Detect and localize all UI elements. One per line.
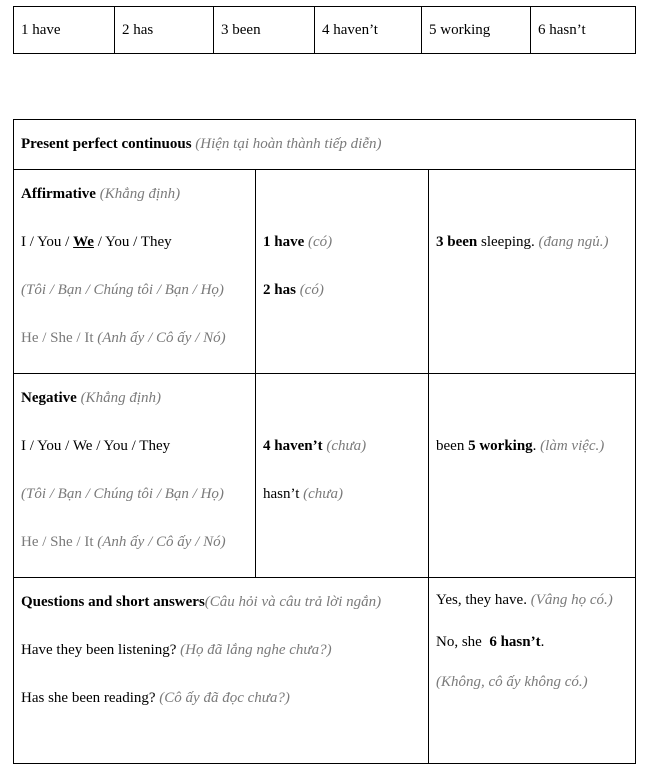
answer-yes: [436, 588, 628, 612]
negative-verb-pre: been: [436, 438, 469, 454]
negative-he-she-it: He / She / It: [21, 534, 94, 550]
grammar-title-cell: [14, 120, 636, 170]
negative-heading: Negative: [21, 390, 77, 406]
questions-heading: Questions and short answers: [21, 594, 205, 610]
negative-aux1-line: [263, 422, 421, 470]
questions-heading-line: [21, 578, 421, 626]
answer-key-row: [14, 7, 636, 54]
questions-heading-vi: (Câu hỏi và câu trả lời ngắn): [204, 594, 382, 610]
affirmative-aux-cell: [256, 170, 429, 374]
negative-aux2-line: [263, 470, 421, 518]
negative-row: [14, 374, 636, 578]
question-1-line: [21, 626, 421, 674]
question-1: Have they been listening?: [21, 642, 177, 658]
answer-no-pre: No, she: [436, 634, 490, 650]
question-2: Has she been reading?: [21, 690, 156, 706]
question-2-line: [21, 674, 421, 722]
grammar-title: Present perfect continuous: [21, 136, 192, 152]
negative-he-she-it-vi: (Anh ấy / Cô ấy / Nó): [97, 534, 226, 550]
affirmative-subjects-part1: I / You /: [21, 234, 74, 250]
affirmative-aux2-vi: (có): [299, 282, 324, 298]
affirmative-subjects-part2: / You / They: [93, 234, 172, 250]
question-1-vi: (Họ đã lắng nghe chưa?): [180, 642, 332, 658]
affirmative-subjects-line: [21, 218, 248, 266]
negative-subjects-vi: (Tôi / Bạn / Chúng tôi / Bạn / Họ): [21, 486, 224, 502]
question-2-vi: (Cô ấy đã đọc chưa?): [159, 690, 290, 706]
affirmative-verb-bold: 3 been: [436, 234, 478, 250]
answer-yes-text: Yes, they have.: [436, 592, 527, 608]
negative-verb-cell: [429, 374, 636, 578]
affirmative-subject-we: We: [73, 234, 94, 250]
affirmative-aux1-vi: (có): [308, 234, 333, 250]
negative-verb-post: .: [532, 438, 537, 454]
answer-no-post: .: [540, 634, 545, 650]
answer-2: 2 has: [115, 7, 214, 54]
negative-aux-cell: [256, 374, 429, 578]
negative-subject-cell: [14, 374, 256, 578]
questions-cell: [14, 578, 429, 764]
negative-aux1: 4 haven’t: [263, 438, 323, 454]
negative-verb-bold: 5 working: [468, 438, 533, 454]
answer-yes-vi: (Vâng họ có.): [530, 592, 613, 608]
affirmative-aux1-line: [263, 218, 421, 266]
affirmative-aux1: 1 have: [263, 234, 305, 250]
answer-3: 3 been: [214, 7, 315, 54]
answer-no-bold: 6 hasn’t: [489, 634, 541, 650]
answer-no-vi: (Không, cô ấy không có.): [436, 674, 588, 690]
affirmative-he-she-it-vi: (Anh ấy / Cô ấy / Nó): [97, 330, 226, 346]
answer-key-table: [13, 6, 636, 54]
affirmative-heading-vi: (Khẳng định): [99, 186, 181, 202]
answer-5: 5 working: [422, 7, 531, 54]
grammar-title-vi: (Hiện tại hoàn thành tiếp diễn): [195, 136, 382, 152]
affirmative-verb-line: [436, 218, 628, 266]
affirmative-row: [14, 170, 636, 374]
negative-heading-vi: (Khẳng định): [80, 390, 161, 406]
negative-verb-line: [436, 422, 628, 470]
negative-heading-line: [21, 374, 248, 422]
negative-aux2: hasn’t: [263, 486, 300, 502]
answer-4: 4 haven’t: [315, 7, 422, 54]
answers-cell: [429, 578, 636, 764]
affirmative-heading: Affirmative: [21, 186, 96, 202]
answer-no: [436, 630, 628, 654]
affirmative-subjects-vi: (Tôi / Bạn / Chúng tôi / Bạn / Họ): [21, 282, 224, 298]
questions-row: [14, 578, 636, 764]
affirmative-he-she-it-line: [21, 314, 248, 362]
negative-aux1-vi: (chưa): [326, 438, 367, 454]
negative-aux2-vi: (chưa): [303, 486, 343, 502]
affirmative-aux2-line: [263, 266, 421, 314]
affirmative-verb-rest: sleeping.: [477, 234, 535, 250]
answer-6: 6 hasn’t: [531, 7, 636, 54]
affirmative-heading-line: [21, 170, 248, 218]
answer-1: 1 have: [14, 7, 115, 54]
affirmative-verb-cell: [429, 170, 636, 374]
negative-subjects: I / You / We / You / They: [21, 438, 171, 454]
affirmative-aux2: 2 has: [263, 282, 296, 298]
grammar-table: [13, 119, 636, 764]
affirmative-subject-cell: [14, 170, 256, 374]
grammar-title-row: [14, 120, 636, 170]
affirmative-verb-vi: (đang ngủ.): [538, 234, 609, 250]
negative-verb-vi: (làm việc.): [540, 438, 605, 454]
affirmative-he-she-it: He / She / It: [21, 330, 94, 346]
negative-he-she-it-line: [21, 518, 248, 566]
